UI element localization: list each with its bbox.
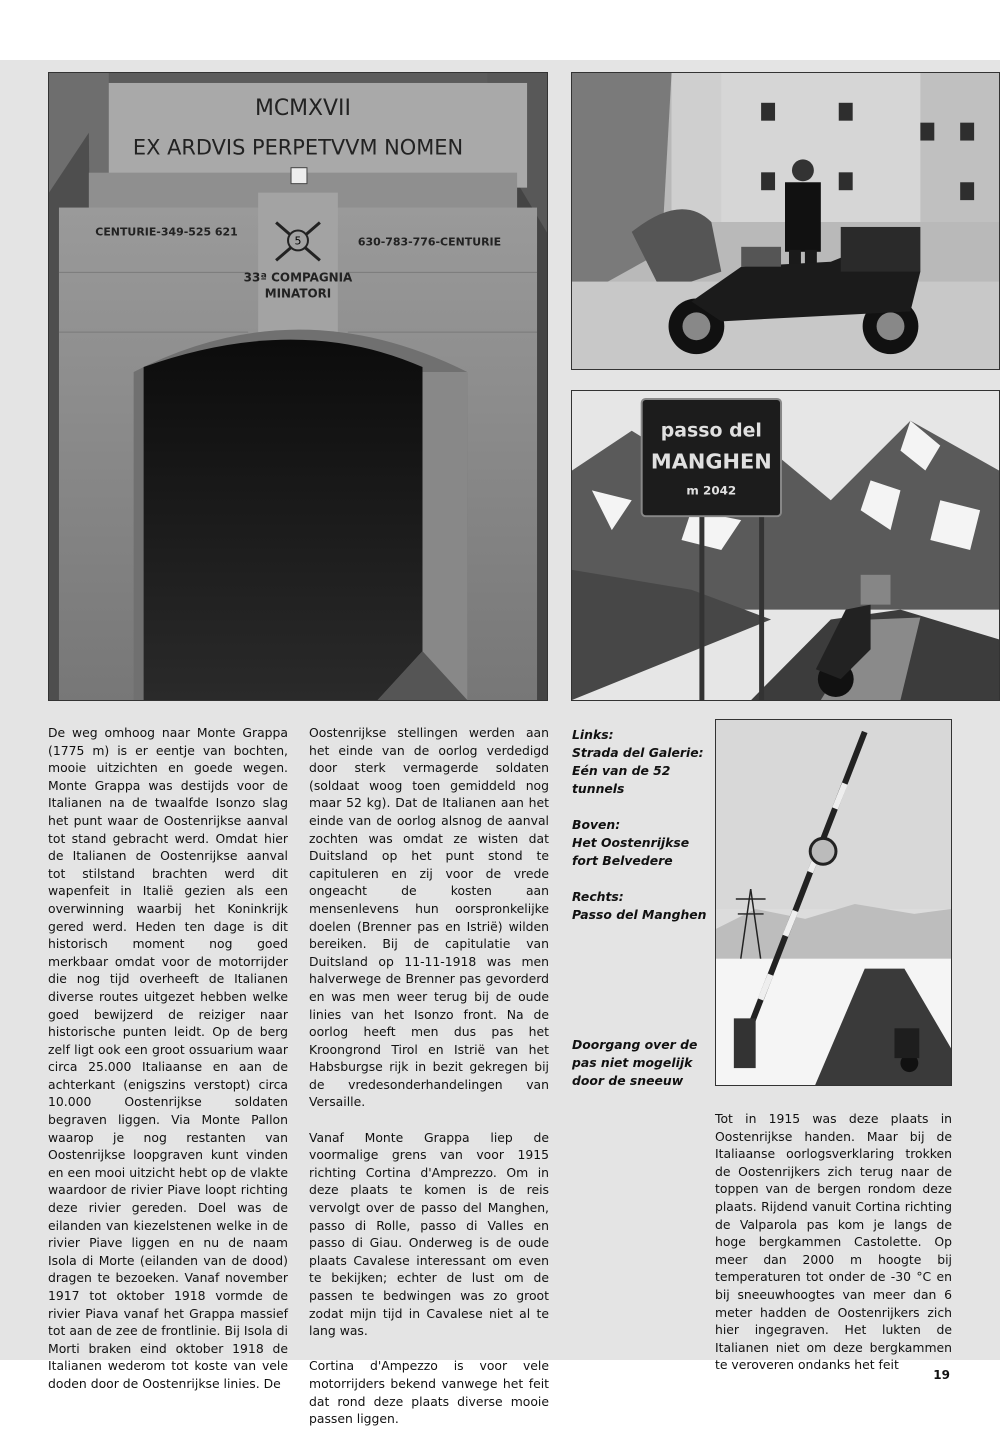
fort-photo (571, 72, 1000, 370)
barrier-snow-photo (715, 719, 952, 1086)
sign-line-2: MANGHEN (650, 449, 772, 474)
photo-captions (572, 726, 710, 924)
emblem-number: 5 (294, 234, 302, 248)
pass-sign-photo (571, 390, 1000, 701)
caption-right-title: Rechts: (572, 889, 624, 904)
sign-line-1: passo del (660, 419, 762, 442)
caption-right-text: Passo del Manghen (572, 907, 707, 922)
column-2-paragraph-2: Vanaf Monte Grappa liep de voormalige grens van voor 1915 richting Cortina d'Amprezzo. Om in deze plaats te komen is de reis vervolgt over de passo del Manghen, passo di Rolle, passo di Valles en passo di Giau. Onderweg is de oude plaats Cavalese interessant om even te bekijken; echter de lust om de passen te bedwingen was zo groot zodat mijn tijd in Cavalese niet al te lang was. (309, 1129, 549, 1339)
caption-left-title: Links: (572, 727, 614, 742)
sign-line-3: m 2042 (686, 483, 737, 498)
tunnel-left-label: CENTURIE-349-525 621 (95, 225, 238, 239)
tunnel-company-label: 33ª COMPAGNIA (243, 270, 353, 285)
tunnel-company-label-2: MINATORI (264, 286, 332, 301)
page-number: 19 (933, 1368, 950, 1382)
caption-top-text: Het Oostenrijkse fort Belvedere (572, 835, 690, 868)
barrier-caption (572, 1036, 710, 1090)
column-4-paragraph: Tot in 1915 was deze plaats in Oostenrijkse handen. Maar bij de Italiaanse oorlogsverklaring trokken de Oostenrijkers zich terug naar de toppen van de bergen rondom deze plaats. Rijdend vanuit Cortina richting de Valparola pas kom je langs de hoge bergkammen Castolette. Op meer dan 2000 m hoogte bij temperaturen tot onder de -30 °C en bij sneeuwhoogtes van meer dan 6 meter hadden de Oostenrijkers zich hier ingegraven. Het lukten de Italianen niet om deze bergkammen te veroveren ondanks het feit (715, 1111, 952, 1373)
column-2-paragraph-3: Cortina d'Ampezzo is voor vele motorrijders bekend vanwege het feit dat rond deze plaats diverse mooie passen liggen. (309, 1358, 549, 1427)
text-column-4 (715, 1110, 952, 1392)
column-2-paragraph-1: Oostenrijkse stellingen werden aan het einde van de oorlog verdedigd door sterk vermagerde soldaten (soldaat woog toen gemiddeld nog maar 52 kg). Dat de Italianen aan het einde van de oorlog alsnog de aanval zochten was omdat ze wisten dat Duitsland op het punt stond te capituleren en zij voor de vrede ongeacht de kosten aan mensenlevens hun oorspronkelijke doelen (Brenner pas en Istrië) wilden bereiken. Bij de capitulatie van Duitsland op 11-11-1918 was men halverwege de Brenner pas gevorderd en was men weer terug bij de oude linies van het Isonzo front. Na de oorlog heeft men dus pas het Kroongrond Tirol en Istrië van het Habsburgse rijk in bezit gekregen bij de vredesonderhandelingen van Versaille. (309, 725, 549, 1110)
caption-left-text: Strada del Galerie: Eén van de 52 tunnels (572, 745, 704, 796)
prohibition-sign (810, 838, 836, 864)
tunnel-motto-text: EX ARDVIS PERPETVVM NOMEN (132, 135, 464, 160)
tunnel-year-text: MCMXVII (254, 95, 351, 121)
text-column-1 (48, 724, 288, 1410)
caption-top-title: Boven: (572, 817, 621, 832)
tunnel-right-label: 630-783-776-CENTURIE (357, 235, 502, 249)
tunnel-photo (48, 72, 548, 701)
column-1-paragraph: De weg omhoog naar Monte Grappa (1775 m) is er eentje van bochten, mooie uitzichten en goede wegen. Monte Grappa was destijds voor de Italianen na de twaalfde Isonzo slag het punt waar de Oostenrijkse aanval tot stand gebracht werd. Omdat hier de Italianen de Oostenrijkse aanval tot stilstand brachten werd dit wapenfeit in Italië gezien als een overwinning waarbij het Koninkrijk gered werd. Heden ten dage is dit historisch moment nog goed merkbaar omdat voor de motorrijder die nog tijd overheeft de Italianen diverse routes uitgezet hebben welke goed bewijzerd de reiziger naar historische punten leidt. Op de berg zelf ligt ook een groot ossuarium waar circa 25.000 Italiaanse en aan de achterkant (enigszins verstopt) circa 10.000 Oostenrijkse soldaten begraven liggen. Via Monte Pallon waarop je nog restanten van Oostenrijkse loopgraven kunt vinden en een mooi uitzicht hebt op de vlakte waardoor de rivier Piave loopt richting deze rivier gereden. Doel was de eilanden van kiezelstenen welke in de rivier Piave liggen en nu de naam Isola di Morte (eilanden van de dood) dragen te bezoeken. Vanaf november 1917 tot oktober 1918 vormde de rivier Piava vanaf het Grappa massief tot aan de zee de frontlinie. Bij Isola di Morti braken eind oktober 1918 de Italianen wederom tot koste van vele doden door de Oostenrijkse linies. De (48, 725, 288, 1391)
caption-barrier-text: Doorgang over de pas niet mogelijk door de sneeuw (572, 1037, 698, 1088)
text-column-2 (309, 724, 549, 1445)
